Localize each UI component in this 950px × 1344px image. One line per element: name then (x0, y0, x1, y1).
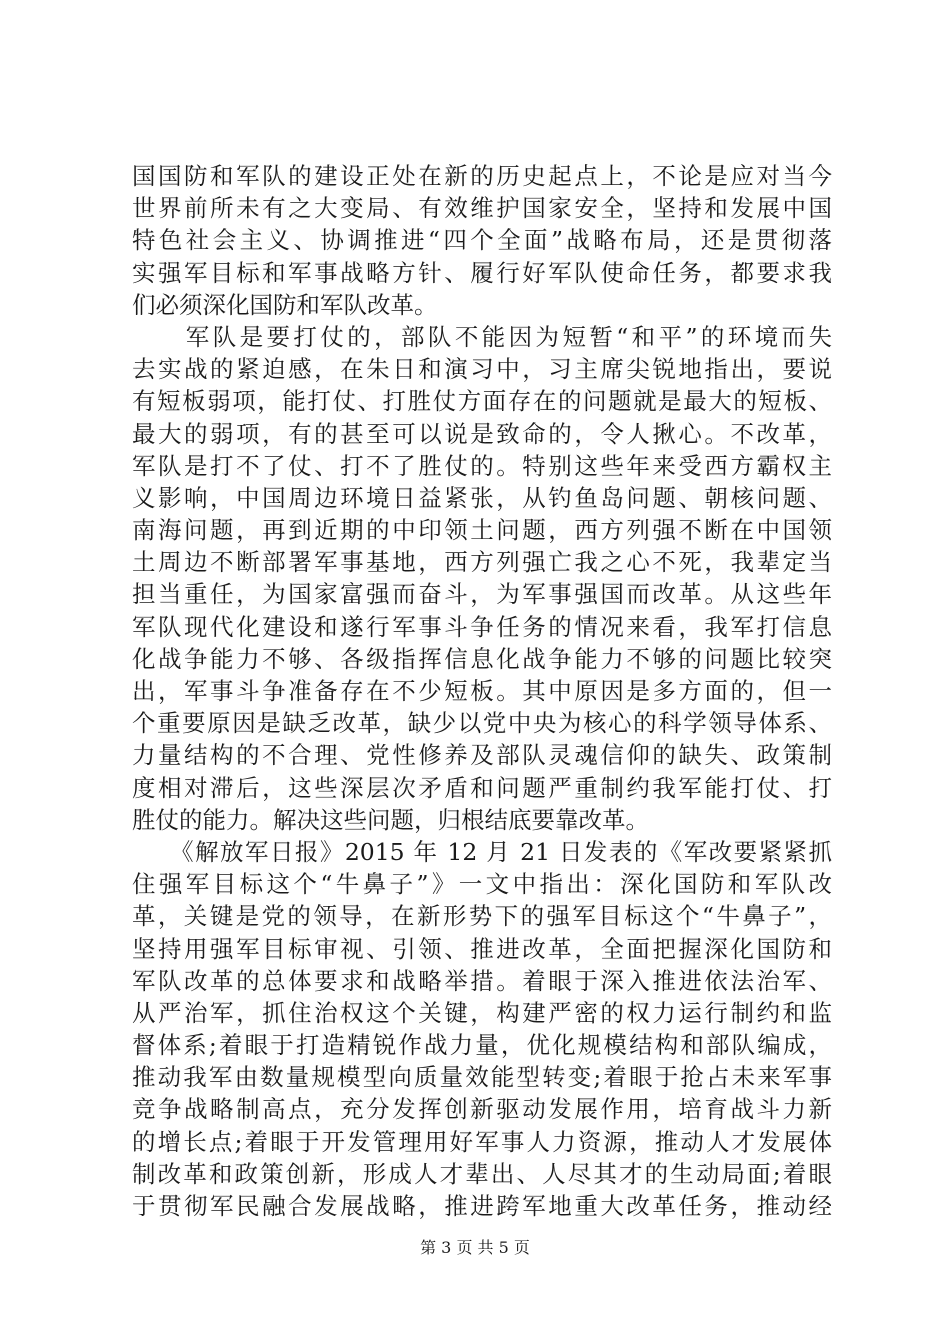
text-line: 住强军目标这个“牛鼻子”》一文中指出：深化国防和军队改 (132, 870, 832, 899)
text-line: 督体系;着眼于打造精锐作战力量，优化规模结构和部队编成， (132, 1031, 832, 1060)
text-line: 土周边不断部署军事基地，西方列强亡我之心不死，我辈定当 (132, 548, 832, 577)
text-line: 南海问题，再到近期的中印领土问题，西方列强不断在中国领 (132, 516, 832, 545)
text-line: 个重要原因是缺乏改革，缺少以党中央为核心的科学领导体系、 (132, 709, 832, 738)
text-line: 们必须深化国防和军队改革。 (132, 290, 438, 319)
text-line: 义影响，中国周边环境日益紧张，从钓鱼岛问题、朝核问题、 (132, 483, 832, 512)
text-line: 军队是要打仗的，部队不能因为短暂“和平”的环境而失 (132, 322, 832, 351)
text-line: 竞争战略制高点，充分发挥创新驱动发展作用，培育战斗力新 (132, 1095, 832, 1124)
text-line: 《解放军日报》2015 年 12 月 21 日发表的《军改要紧紧抓 (132, 837, 832, 866)
text-line: 化战争能力不够、各级指挥信息化战争能力不够的问题比较突 (132, 644, 832, 673)
text-line: 去实战的紧迫感，在朱日和演习中，习主席尖锐地指出，要说 (132, 355, 832, 384)
text-line: 于贯彻军民融合发展战略，推进跨军地重大改革任务，推动经 (132, 1192, 832, 1220)
text-line: 胜仗的能力。解决这些问题，归根结底要靠改革。 (132, 805, 649, 834)
text-line: 出，军事斗争准备存在不少短板。其中原因是多方面的，但一 (132, 677, 832, 705)
text-line: 国国防和军队的建设正处在新的历史起点上，不论是应对当今 (132, 162, 832, 190)
text-line: 坚持用强军目标审视、引领、推进改革，全面把握深化国防和 (132, 934, 832, 963)
body-text (132, 160, 832, 1222)
text-line: 制改革和政策创新，形成人才辈出、人尽其才的生动局面;着眼 (132, 1159, 832, 1188)
text-line: 担当重任，为国家富强而奋斗，为军事强国而改革。从这些年 (132, 580, 832, 609)
text-line: 世界前所未有之大变局、有效维护国家安全，坚持和发展中国 (132, 194, 832, 223)
text-line: 军队现代化建设和遂行军事斗争任务的情况来看，我军打信息 (132, 612, 832, 641)
text-line: 军队改革的总体要求和战略举措。着眼于深入推进依法治军、 (132, 966, 832, 995)
text-line: 实强军目标和军事战略方针、履行好军队使命任务，都要求我 (132, 258, 832, 287)
page-footer: 第 3 页 共 5 页 (420, 1238, 530, 1257)
text-line: 从严治军，抓住治权这个关键，构建严密的权力运行制约和监 (132, 998, 832, 1027)
text-line: 有短板弱项，能打仗、打胜仗方面存在的问题就是最大的短板、 (132, 387, 832, 416)
text-line: 推动我军由数量规模型向质量效能型转变;着眼于抢占未来军事 (132, 1063, 832, 1092)
text-line: 特色社会主义、协调推进“四个全面”战略布局，还是贯彻落 (132, 226, 832, 255)
text-line: 的增长点;着眼于开发管理用好军事人力资源，推动人才发展体 (132, 1127, 832, 1156)
text-line: 度相对滞后，这些深层次矛盾和问题严重制约我军能打仗、打 (132, 773, 832, 802)
text-line: 革，关键是党的领导，在新形势下的强军目标这个“牛鼻子”， (132, 902, 832, 931)
text-line: 最大的弱项，有的甚至可以说是致命的，令人揪心。不改革， (132, 419, 832, 448)
text-line: 力量结构的不合理、党性修养及部队灵魂信仰的缺失、政策制 (132, 741, 832, 770)
text-line: 军队是打不了仗、打不了胜仗的。特别这些年来受西方霸权主 (132, 451, 832, 480)
